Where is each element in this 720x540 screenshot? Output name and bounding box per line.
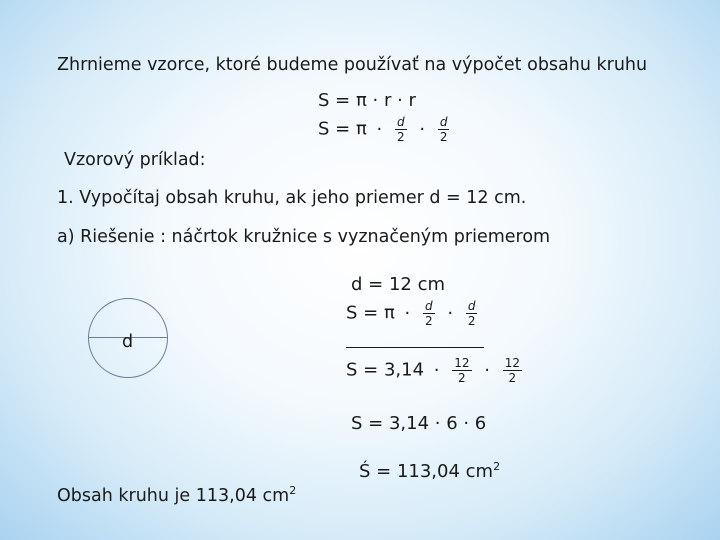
fraction-12-over-2 [503,356,522,385]
fraction-d-over-2 [423,299,435,328]
answer-sentence [57,484,296,506]
formula-area-radius: S = π · r · r [318,90,416,111]
multiply-dot: · [376,118,383,140]
result-exponent: 2 [493,460,501,473]
fraction-numerator: d [439,115,448,129]
solution-step-1 [346,299,480,328]
fraction-12-over-2 [452,356,471,385]
fraction-numerator: d [397,115,405,129]
fraction-d-over-2 [466,299,478,328]
fraction-denominator: 2 [425,314,433,328]
result-text: Ś = 113,04 cm [359,461,494,482]
example-heading: Vzorový príklad: [64,150,206,170]
diameter-label: d [122,332,134,352]
fraction-denominator: 2 [467,314,476,328]
multiply-dot: · [419,118,426,140]
fraction-denominator: 2 [397,130,405,144]
formula-lhs: S = π [318,118,367,140]
fraction-denominator: 2 [439,130,448,144]
answer-exponent: 2 [289,484,297,497]
multiply-dot: · [484,359,490,381]
answer-text: Obsah kruhu je 113,04 cm [57,485,290,506]
solution-step-2 [346,356,525,385]
given-diameter: d = 12 cm [351,274,446,295]
fraction-numerator: d [467,299,476,313]
fraction-denominator: 2 [508,371,517,385]
slide-title: Zhrnieme vzorce, ktoré budeme používať na výpočet obsahu kruhu [57,55,648,75]
fraction-numerator: 12 [454,356,470,370]
solution-heading: a) Riešenie : náčrtok kružnice s vyznačeným priemerom [57,227,551,247]
multiply-dot: · [447,302,454,324]
solution-step-3: S = 3,14 · 6 · 6 [351,413,487,434]
solution-result [359,460,500,482]
step1-lhs: S = π [346,302,395,324]
multiply-dot: · [404,302,411,324]
fraction-denominator: 2 [458,371,466,385]
fraction-numerator: d [425,299,433,313]
separator-line [346,347,484,348]
fraction-numerator: 12 [504,356,520,370]
step2-lhs: S = 3,14 [346,359,425,381]
fraction-d-over-2 [438,115,450,144]
formula-area-diameter [318,115,452,144]
task-statement: 1. Vypočítaj obsah kruhu, ak jeho priemer d = 12 cm. [57,188,527,208]
multiply-dot: · [433,359,440,381]
fraction-d-over-2 [395,115,407,144]
